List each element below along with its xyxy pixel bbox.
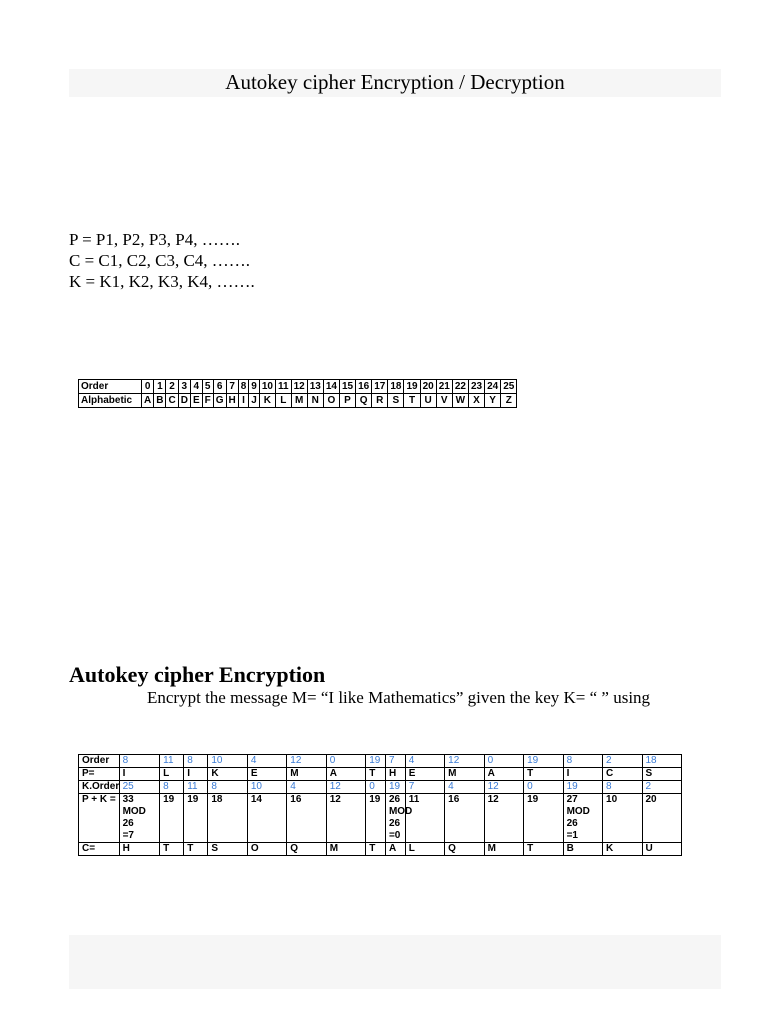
- ciphertext-cell: U: [642, 843, 682, 856]
- sum-line: MOD: [566, 806, 590, 817]
- sum-line: 11: [408, 794, 420, 805]
- sum-line: =0: [388, 830, 401, 841]
- plaintext-cell: I: [119, 768, 160, 781]
- sum-line: MOD: [388, 806, 413, 817]
- sum-line: 16: [448, 794, 460, 805]
- key-order-cell: 7: [405, 781, 444, 794]
- order-cell: 7: [226, 380, 238, 394]
- letter-cell: N: [307, 394, 323, 408]
- sum-line: MOD: [122, 806, 146, 817]
- letter-cell: U: [420, 394, 436, 408]
- row-label: K.Order: [79, 781, 120, 794]
- plaintext-cell: I: [184, 768, 208, 781]
- order-cell: 18: [642, 755, 682, 768]
- key-order-cell: 12: [484, 781, 523, 794]
- order-cell: 4: [405, 755, 444, 768]
- sum-cell: [326, 794, 365, 843]
- ciphertext-cell: T: [366, 843, 386, 856]
- order-cell: 24: [485, 380, 501, 394]
- sum-line: 10: [606, 794, 618, 805]
- sum-cell: [642, 794, 682, 843]
- letter-cell: D: [178, 394, 190, 408]
- table-row: [79, 794, 682, 843]
- instruction-text: Encrypt the message M= “I like Mathematics” given the key K= “ ” using: [147, 688, 651, 707]
- order-cell: 14: [323, 380, 339, 394]
- definitions: [69, 229, 255, 292]
- plaintext-cell: E: [405, 768, 444, 781]
- order-cell: 11: [160, 755, 184, 768]
- key-order-cell: 8: [603, 781, 642, 794]
- table-row: [79, 781, 682, 794]
- order-cell: 12: [445, 755, 484, 768]
- plaintext-cell: T: [366, 768, 386, 781]
- sum-line: 19: [527, 794, 539, 805]
- order-cell: 18: [388, 380, 404, 394]
- table-row: [79, 755, 682, 768]
- row-label: P + K =: [79, 794, 120, 843]
- ciphertext-cell: T: [160, 843, 184, 856]
- order-cell: 6: [213, 380, 226, 394]
- letter-cell: S: [388, 394, 404, 408]
- ciphertext-cell: S: [208, 843, 247, 856]
- letter-cell: O: [323, 394, 339, 408]
- sum-cell: [445, 794, 484, 843]
- table-row: [79, 394, 517, 408]
- plaintext-cell: A: [484, 768, 523, 781]
- alphabet-table: [78, 379, 517, 408]
- order-cell: 10: [259, 380, 275, 394]
- key-order-cell: 19: [563, 781, 602, 794]
- plaintext-cell: M: [287, 768, 326, 781]
- sum-line: 18: [211, 794, 223, 805]
- plaintext-cell: A: [326, 768, 365, 781]
- sum-line: 33: [122, 794, 134, 805]
- key-order-cell: 11: [184, 781, 208, 794]
- letter-cell: G: [213, 394, 226, 408]
- letter-cell: A: [142, 394, 154, 408]
- letter-cell: L: [275, 394, 291, 408]
- ciphertext-cell: T: [184, 843, 208, 856]
- order-cell: 8: [119, 755, 160, 768]
- row-label: Alphabetic: [79, 394, 142, 408]
- section-heading: Autokey cipher Encryption: [69, 662, 326, 687]
- sum-line: 27: [566, 794, 578, 805]
- plaintext-cell: S: [642, 768, 682, 781]
- letter-cell: Z: [501, 394, 517, 408]
- sum-line: 26: [388, 818, 401, 829]
- definition-key: K = K1, K2, K3, K4, …….: [69, 272, 255, 291]
- key-order-cell: 10: [247, 781, 286, 794]
- order-cell: 19: [404, 380, 420, 394]
- row-label: Order: [79, 380, 142, 394]
- letter-cell: Y: [485, 394, 501, 408]
- sum-line: 12: [487, 794, 499, 805]
- order-cell: 12: [287, 755, 326, 768]
- order-cell: 7: [385, 755, 405, 768]
- key-order-cell: 19: [385, 781, 405, 794]
- sum-line: 16: [290, 794, 302, 805]
- order-cell: 4: [247, 755, 286, 768]
- letter-cell: H: [226, 394, 238, 408]
- plaintext-cell: I: [563, 768, 602, 781]
- order-cell: 16: [356, 380, 372, 394]
- order-cell: 1: [154, 380, 166, 394]
- sum-cell: [366, 794, 386, 843]
- key-order-cell: 12: [326, 781, 365, 794]
- letter-cell: X: [468, 394, 484, 408]
- ciphertext-cell: O: [247, 843, 286, 856]
- row-label: P=: [79, 768, 120, 781]
- letter-cell: R: [372, 394, 388, 408]
- sum-line: 20: [645, 794, 657, 805]
- plaintext-cell: L: [160, 768, 184, 781]
- ciphertext-cell: B: [563, 843, 602, 856]
- plaintext-cell: T: [524, 768, 563, 781]
- sum-cell: [287, 794, 326, 843]
- ciphertext-cell: A: [385, 843, 405, 856]
- key-order-cell: 2: [642, 781, 682, 794]
- sum-cell: [385, 794, 413, 843]
- row-label: C=: [79, 843, 120, 856]
- order-cell: 9: [249, 380, 260, 394]
- sum-cell: [405, 794, 444, 843]
- letter-cell: F: [202, 394, 213, 408]
- sum-line: =7: [122, 830, 134, 841]
- order-cell: 19: [366, 755, 386, 768]
- letter-cell: I: [238, 394, 249, 408]
- sum-line: 26: [566, 818, 578, 829]
- order-cell: 8: [238, 380, 249, 394]
- order-cell: 0: [484, 755, 523, 768]
- sum-cell: [119, 794, 160, 843]
- sum-line: 19: [369, 794, 381, 805]
- plaintext-cell: E: [247, 768, 286, 781]
- sum-line: =1: [566, 830, 578, 841]
- plaintext-cell: K: [208, 768, 247, 781]
- table-row: [79, 380, 517, 394]
- sum-line: 19: [163, 794, 175, 805]
- sum-cell: [160, 794, 184, 843]
- ciphertext-cell: H: [119, 843, 160, 856]
- letter-cell: M: [291, 394, 307, 408]
- sum-line: 14: [250, 794, 262, 805]
- order-cell: 13: [307, 380, 323, 394]
- encryption-table: [78, 754, 682, 856]
- ciphertext-cell: L: [405, 843, 444, 856]
- order-cell: 2: [166, 380, 178, 394]
- sum-cell: [603, 794, 642, 843]
- key-order-cell: 25: [119, 781, 160, 794]
- order-cell: 8: [184, 755, 208, 768]
- order-cell: 20: [420, 380, 436, 394]
- order-cell: 22: [452, 380, 468, 394]
- key-order-cell: 0: [366, 781, 386, 794]
- ciphertext-cell: Q: [287, 843, 326, 856]
- letter-cell: E: [190, 394, 202, 408]
- letter-cell: V: [436, 394, 452, 408]
- order-cell: 23: [468, 380, 484, 394]
- letter-cell: J: [249, 394, 260, 408]
- footer-band: [69, 935, 721, 989]
- row-label: Order: [79, 755, 120, 768]
- sum-cell: [563, 794, 602, 843]
- key-order-cell: 4: [287, 781, 326, 794]
- order-cell: 4: [190, 380, 202, 394]
- sum-line: 19: [187, 794, 199, 805]
- key-order-cell: 8: [160, 781, 184, 794]
- ciphertext-cell: M: [484, 843, 523, 856]
- letter-cell: C: [166, 394, 178, 408]
- letter-cell: P: [339, 394, 355, 408]
- definition-ciphertext: C = C1, C2, C3, C4, …….: [69, 251, 251, 270]
- order-cell: 11: [275, 380, 291, 394]
- sum-line: 26: [388, 794, 401, 805]
- plaintext-cell: H: [385, 768, 405, 781]
- table-row: [79, 768, 682, 781]
- order-cell: 17: [372, 380, 388, 394]
- order-cell: 2: [603, 755, 642, 768]
- ciphertext-cell: K: [603, 843, 642, 856]
- order-cell: 19: [524, 755, 563, 768]
- plaintext-cell: M: [445, 768, 484, 781]
- sum-cell: [247, 794, 286, 843]
- sum-cell: [208, 794, 247, 843]
- letter-cell: K: [259, 394, 275, 408]
- sum-line: 26: [122, 818, 134, 829]
- order-cell: 8: [563, 755, 602, 768]
- ciphertext-cell: Q: [445, 843, 484, 856]
- sum-line: 12: [329, 794, 341, 805]
- order-cell: 15: [339, 380, 355, 394]
- key-order-cell: 0: [524, 781, 563, 794]
- letter-cell: T: [404, 394, 420, 408]
- letter-cell: B: [154, 394, 166, 408]
- ciphertext-cell: M: [326, 843, 365, 856]
- order-cell: 5: [202, 380, 213, 394]
- page-title: Autokey cipher Encryption / Decryption: [225, 70, 565, 94]
- order-cell: 0: [142, 380, 154, 394]
- order-cell: 12: [291, 380, 307, 394]
- key-order-cell: 4: [445, 781, 484, 794]
- key-order-cell: 8: [208, 781, 247, 794]
- letter-cell: Q: [356, 394, 372, 408]
- definition-plaintext: P = P1, P2, P3, P4, …….: [69, 230, 240, 249]
- order-cell: 25: [501, 380, 517, 394]
- letter-cell: W: [452, 394, 468, 408]
- ciphertext-cell: T: [524, 843, 563, 856]
- order-cell: 0: [326, 755, 365, 768]
- table-row: [79, 843, 682, 856]
- order-cell: 10: [208, 755, 247, 768]
- sum-cell: [184, 794, 208, 843]
- order-cell: 3: [178, 380, 190, 394]
- sum-cell: [524, 794, 563, 843]
- order-cell: 21: [436, 380, 452, 394]
- plaintext-cell: C: [603, 768, 642, 781]
- sum-cell: [484, 794, 523, 843]
